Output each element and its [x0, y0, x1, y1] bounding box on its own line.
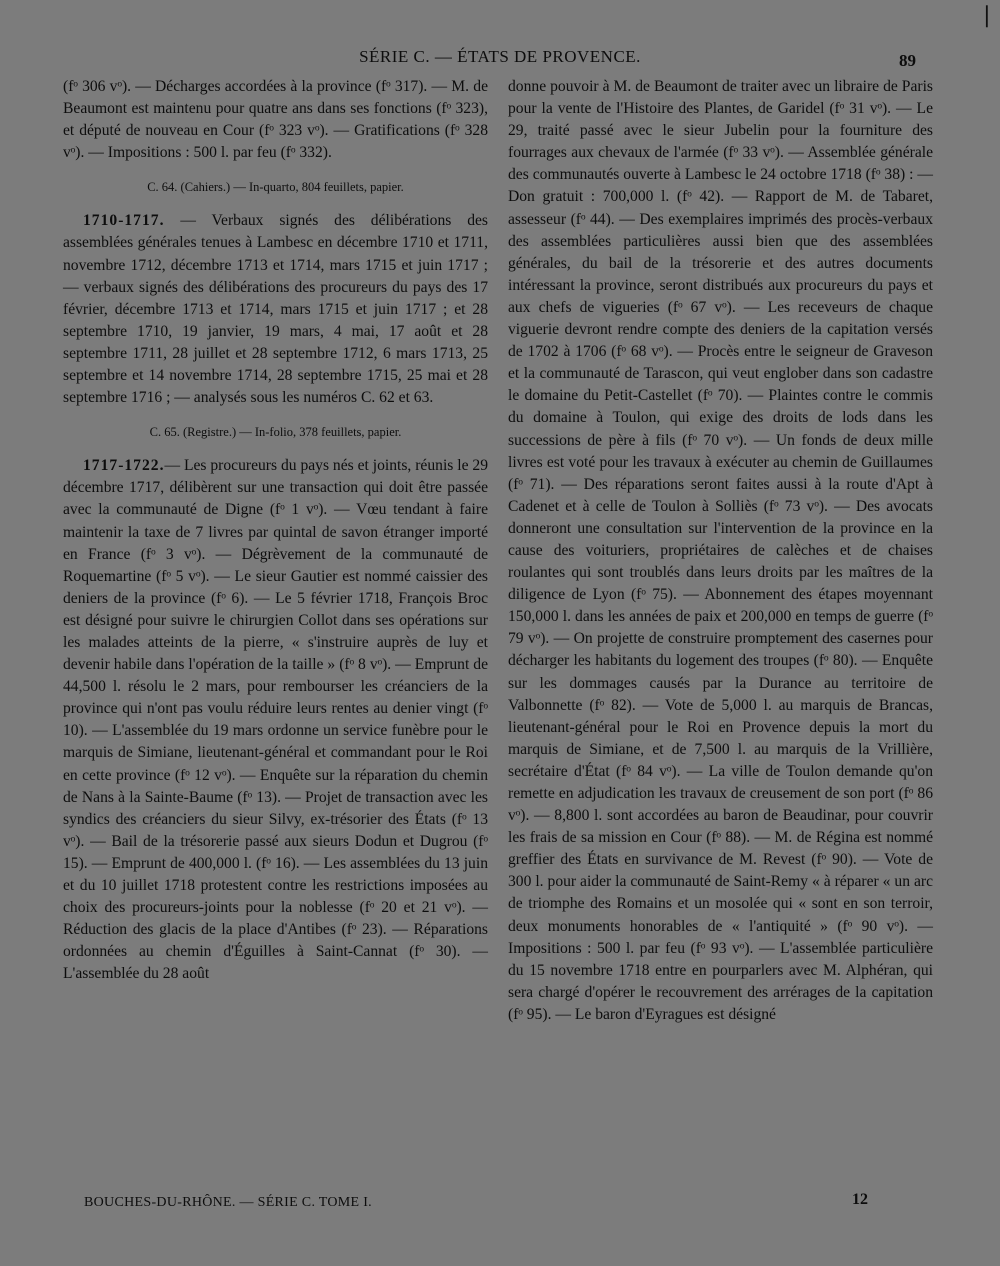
archive-caption-c64: C. 64. (Cahiers.) — In-quarto, 804 feuillets, papier. [147, 180, 404, 195]
entry-text: — Verbaux signés des délibérations des assemblées générales tenues à Lambesc en décembre 1710 et 1711, novembre 1712, décembre 1713 et 1714, mars 1715 et juin 1717 ; — verbaux signés des délibérations des procureurs du pays des 17 février, décembre 1713 et 1714, mars 1715 et juin 1717 ; et 28 septembre 1710, 19 janvier, 19 mars, 4 mai, 17 août et 28 septembre 1711, 28 juillet et 28 septembre 1712, 6 mars 1713, 25 septembre et 14 novembre 1714, 28 septembre 1715, 25 mai et 28 septembre 1716 ; — analysés sous les numéros C. 62 et 63. [63, 212, 488, 407]
running-header [0, 47, 1000, 73]
page-number: 89 [899, 51, 916, 70]
footer-sheet-number: 12 [852, 1191, 868, 1208]
footer-series: BOUCHES-DU-RHÔNE. — SÉRIE C. TOME I. [84, 1195, 372, 1210]
entry-date: 1717-1722. [83, 457, 165, 475]
corner-mark: ❘ [977, 2, 996, 27]
right-column [508, 76, 933, 1026]
entry-date: 1710-1717. [83, 212, 165, 230]
page-title: SÉRIE C. — ÉTATS DE PROVENCE. [359, 47, 641, 66]
entry-text: — Les procureurs du pays nés et joints, réunis le 29 décembre 1717, délibèrent sur une transaction qui doit être passée avec la communauté de Digne (fᵒ 1 vᵒ). — Vœu tendant à faire maintenir la taxe de 7 livres par quintal de savon étranger importé en France (fᵒ 3 vᵒ). — Dégrèvement de la communauté de Roquemartine (fᵒ 5 vᵒ). — Le sieur Gautier est nommé caissier des deniers de la province (fᵒ 6). — Le 5 février 1718, François Broc est désigné pour suivre le chirurgien Collot dans ses opérations sur les malades atteints de la pierre, « s'instruire auprès de luy et devenir habile dans l'opération de la taille » (fᵒ 8 vᵒ). — Emprunt de 44,500 l. résolu le 2 mars, pour rembourser les créanciers de la province qui n'ont pas voulu réduire leurs rentes au denier vingt (fᵒ 10). — L'assemblée du 19 mars ordonne un service funèbre pour le marquis de Simiane, lieutenant-général et commandant pour le Roi en cette province (fᵒ 12 vᵒ). — Enquête sur la réparation du chemin de Nans à la Sainte-Baume (fᵒ 13). — Projet de transaction avec les syndics des créanciers du sieur Silvy, ex-trésorier des États (fᵒ 13 vᵒ). — Bail de la trésorerie passé aux sieurs Dodun et Dugrou (fᵒ 15). — Emprunt de 400,000 l. (fᵒ 16). — Les assemblées du 13 juin et du 10 juillet 1718 protestent contre les restrictions imposées au choix des procureurs-joints pour la noblesse (fᵒ 20 et 21 vᵒ). — Réduction des glacis de la place d'Antibes (fᵒ 23). — Réparations ordonnées au chemin d'Éguilles à Saint-Cannat (fᵒ 30). — L'assemblée du 28 août [63, 457, 488, 983]
archive-caption-c65: C. 65. (Registre.) — In-folio, 378 feuillets, papier. [149, 425, 402, 440]
entry-c65-continued: donne pouvoir à M. de Beaumont de traiter avec un libraire de Paris pour la vente de l'Histoire des Plantes, de Garidel (fᵒ 31 vᵒ). — Le 29, traité passé avec le sieur Jubelin pour la fourniture des fourrages aux chevaux de l'armée (fᵒ 33 vᵒ). — Assemblée générale des communautés ouverte à Lambesc le 24 octobre 1718 (fᵒ 38) : — Don gratuit : 700,000 l. (fᵒ 42). — Rapport de M. de Tabaret, assesseur (fᵒ 44). — Des exemplaires imprimés des procès-verbaux des assemblées particulières aussi bien que des assemblées générales, du bail de la trésorerie et des autres documents intéressant la province, seront distribués aux procureurs du pays et aux chefs de vigueries (fᵒ 67 vᵒ). — Les receveurs de chaque viguerie devront rendre compte des deniers de la capitation versés de 1702 à 1706 (fᵒ 68 vᵒ). — Procès entre le seigneur de Graveson et la communauté de Tarascon, qui veut englober dans son cadastre le domaine du Petit-Castellet (fᵒ 70). — Plaintes contre le commis du domaine à Toulon, qui exige des droits de lods dans les successions de père à fils (fᵒ 70 vᵒ). — Un fonds de deux mille livres est voté pour les travaux à exécuter au chemin de Guillaumes (fᵒ 71). — Des réparations seront faites aussi à la route d'Apt à Cadenet et à celle de Toulon à Solliès (fᵒ 73 vᵒ). — Des avocats donneront une consultation sur l'intervention de la province en la cause des voituriers, propriétaires de calèches et de chaises roulantes qui sont troublés dans leurs droits par les maîtres de la diligence de Lyon (fᵒ 75). — Abonnement des étapes moyennant 150,000 l. dans les années de paix et 200,000 en temps de guerre (fᵒ 79 vᵒ). — On projette de construire promptement des casernes pour décharger les habitants du logement des troupes (fᵒ 80). — Enquête sur les dommages causés par la Durance au territoire de Valbonnette (fᵒ 82). — Vote de 5,000 l. au marquis de Brancas, lieutenant-général pour le Roi en Provence depuis la mort du marquis de Simiane, et de 7,500 l. au marquis de la Vrillière, secrétaire d'État (fᵒ 84 vᵒ). — La ville de Toulon demande qu'on remette en adjudication les travaux de creusement de son port (fᵒ 86 vᵒ). — 8,800 l. sont accordées au baron de Beaudinar, pour couvrir les frais de sa mission en Cour (fᵒ 88). — M. de Régina est nommé greffier des États en survivance de M. Revest (fᵒ 90). — Vote de 300 l. pour aider la communauté de Saint-Remy « à réparer « un arc de triomphe des Romains et un mosolée qui « sont en son terroir, deux monuments honorables de « l'antiquité » (fᵒ 90 vᵒ). — Impositions : 500 l. par feu (fᵒ 93 vᵒ). — L'assemblée particulière du 15 novembre 1718 entre en pourparlers avec M. Alphéran, qui sera chargé d'opérer le recouvrement des arrérages de la capitation (fᵒ 95). — Le baron d'Eyragues est désigné [508, 78, 933, 1023]
entry-c64 [63, 210, 488, 409]
entry-c65 [63, 455, 488, 985]
paragraph-continuation: (fᵒ 306 vᵒ). — Décharges accordées à la province (fᵒ 317). — M. de Beaumont est maintenu pour quatre ans dans ses fonctions (fᵒ 323), et député de nouveau en Cour (fᵒ 323 vᵒ). — Gratifications (fᵒ 328 vᵒ). — Impositions : 500 l. par feu (fᵒ 332). [63, 78, 488, 162]
left-column [63, 76, 488, 985]
